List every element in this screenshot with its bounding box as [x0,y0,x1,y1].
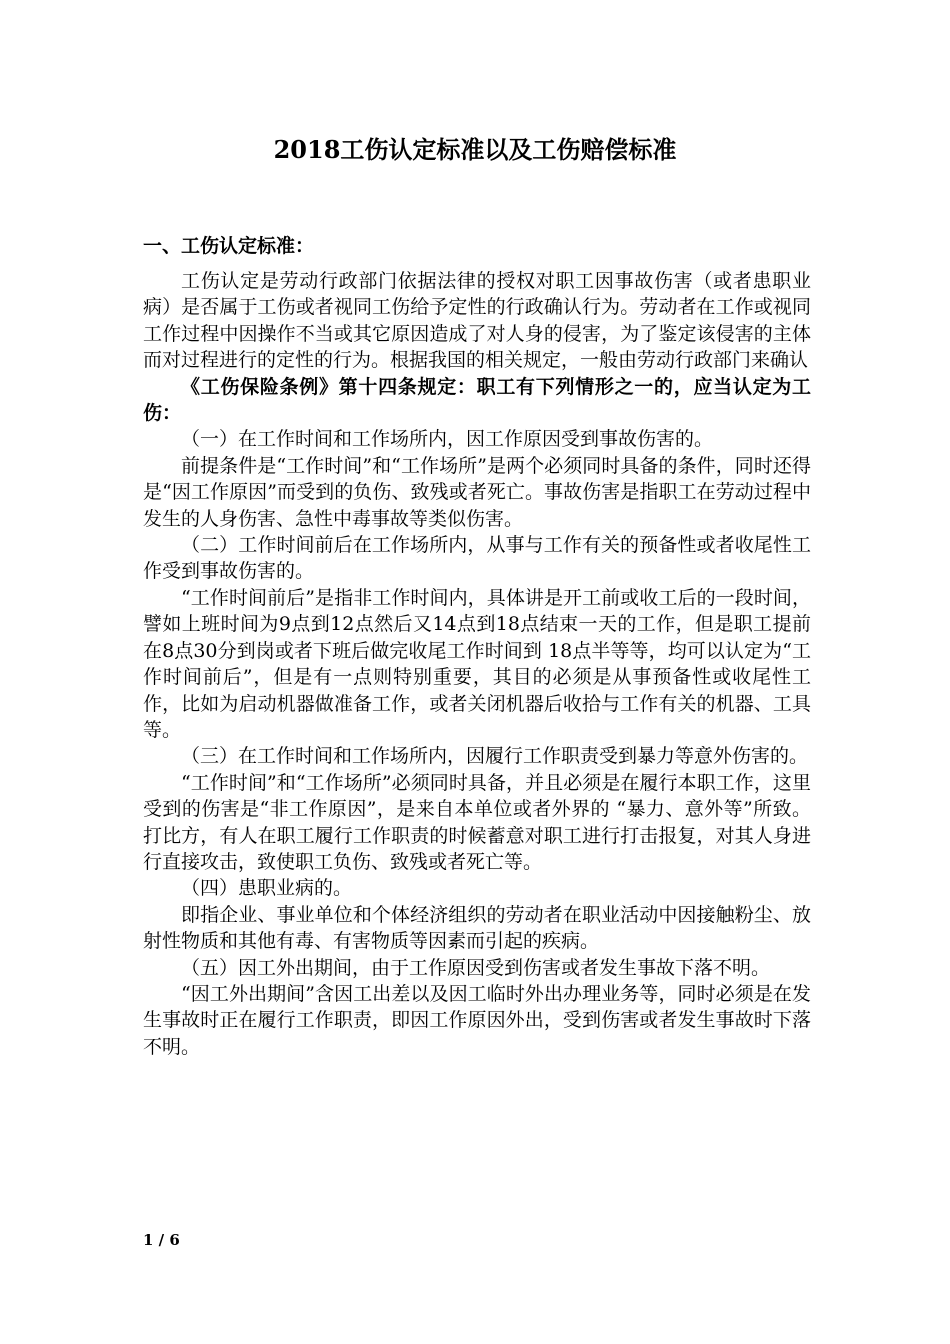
paragraph-item-5: （五）因工外出期间，由于工作原因受到伤害或者发生事故下落不明。 [181,956,771,979]
paragraph-item-2: （二）工作时间前后在工作场所内，从事与工作有关的预备性或者收尾性工作受到事故伤害的。 [143,534,811,583]
paragraph-item-4: （四）患职业病的。 [181,877,353,900]
paragraph-item-1: （一）在工作时间和工作场所内，因工作原因受到事故伤害的。 [181,428,714,451]
section-heading: 一、工伤认定标准： [143,235,315,257]
paragraph: 即指企业、事业单位和个体经济组织的劳动者在职业活动中因接触粉尘、放射性物质和其他有毒、有害物质等因素而引起的疾病。 [143,903,811,953]
paragraph: “因工外出期间”含因工出差以及因工临时外出办理业务等，同时必须是在发生事故时正在履行工作职责，即因工作原因外出，受到伤害或者发生事故时下落不明。 [143,982,811,1058]
paragraph-regulation: 《工伤保险条例》第十四条规定：职工有下列情形之一的，应当认定为工伤： [143,375,811,425]
paragraph: 工伤认定是劳动行政部门依据法律的授权对职工因事故伤害（或者患职业病）是否属于工伤或者视同工伤给予定性的行政确认行为。劳动者在工作或视同工作过程中因操作不当或其它原因造成了对人身的侵害，为了鉴定该侵害的主体而对过程进行的定性的行为。根据我国的相关规定，一般由劳动行政部门来确认 [143,270,811,372]
paragraph: “工作时间”和“工作场所”必须同时具备，并且必须是在履行本职工作，这里受到的伤害是“非工作原因”，是来自本单位或者外界的 “暴力、意外等”所致。打比方，有人在职工履行工作职责的时候蓄意对职工进行打击报复，对其人身进行直接攻击，致使职工负伤、致残或者死亡等。 [143,771,811,873]
paragraph: “工作时间前后”是指非工作时间内，具体讲是开工前或收工后的一段时间，譬如上班时间为9点到12点然后又14点到18点结束一天的工作，但是职工提前在8点30分到岗或者下班后做完收尾工作时间到 18点半等等，均可以认定为“工作时间前后”，但是有一点则特别重要，其目的必须是从事预备性或收尾性工作，比如为启动机器做准备工作，或者关闭机器后收拾与工作有关的机器、工具等。 [143,586,811,741]
paragraph: 前提条件是“工作时间”和“工作场所”是两个必须同时具备的条件，同时还得是“因工作原因”而受到的负伤、致残或者死亡。事故伤害是指职工在劳动过程中发生的人身伤害、急性中毒事故等类似伤害。 [143,454,811,530]
document-title: 2018工伤认定标准以及工伤赔偿标准 [273,135,677,164]
page-indicator: 1 / 6 [143,1231,180,1249]
document-body [143,230,811,1060]
paragraph-item-3: （三）在工作时间和工作场所内，因履行工作职责受到暴力等意外伤害的。 [181,745,809,768]
